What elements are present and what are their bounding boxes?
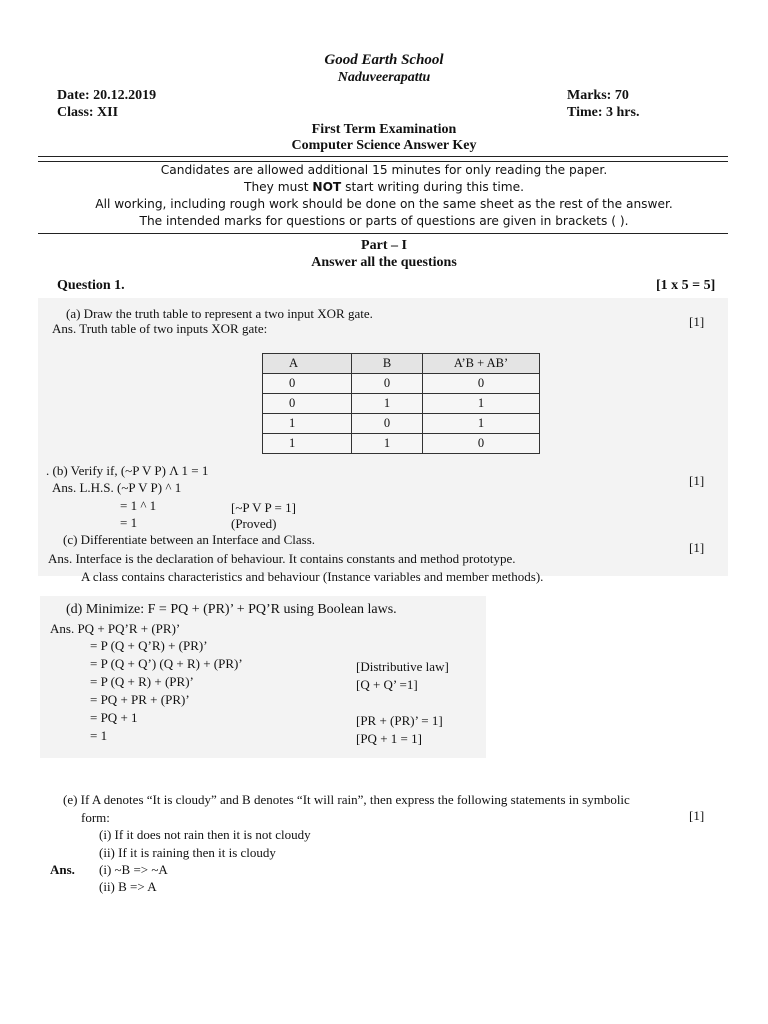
q1b-line-3: = 1 bbox=[120, 515, 138, 530]
q1b-note-1: [~P V P = 1] bbox=[231, 500, 296, 515]
table-cell: 1 bbox=[423, 394, 540, 414]
instruction-line-2 bbox=[0, 180, 768, 194]
q1d-law-3: [PR + (PR)’ = 1] bbox=[356, 713, 443, 728]
q1c-answer-2: A class contains characteristics and behaviour (Instance variables and member methods). bbox=[81, 569, 544, 584]
table-cell: 0 bbox=[423, 374, 540, 394]
exam-date: Date: 20.12.2019 bbox=[57, 88, 157, 103]
school-name: Good Earth School bbox=[324, 52, 444, 68]
subject-title: Computer Science Answer Key bbox=[291, 138, 477, 153]
instruction-line-1: Candidates are allowed additional 15 minutes for only reading the paper. bbox=[160, 163, 608, 177]
question-1-marks: [1 x 5 = 5] bbox=[656, 278, 716, 293]
table-cell: 0 bbox=[263, 374, 352, 394]
q1e-answer-2: (ii) B => A bbox=[99, 879, 157, 894]
school-place: Naduveerapattu bbox=[337, 70, 431, 85]
truth-table-header-a: A bbox=[263, 354, 352, 374]
table-row bbox=[263, 414, 540, 434]
q1a-answer: Ans. Truth table of two inputs XOR gate: bbox=[52, 321, 268, 336]
table-cell: 0 bbox=[263, 394, 352, 414]
table-cell: 1 bbox=[263, 434, 352, 454]
q1a-marks: [1] bbox=[689, 314, 705, 329]
table-cell: 1 bbox=[263, 414, 352, 434]
q1c-question: (c) Differentiate between an Interface and Class. bbox=[63, 532, 316, 547]
q1e-answer-1: (i) ~B => ~A bbox=[99, 862, 168, 877]
q1e-question: (e) If A denotes “It is cloudy” and B denotes “It will rain”, then express the following statements in symbolic bbox=[63, 792, 630, 807]
instruction-line-2-pre: They must bbox=[244, 180, 313, 194]
q1d-law-4: [PQ + 1 = 1] bbox=[356, 731, 422, 746]
q1d-law-1: [Distributive law] bbox=[356, 659, 449, 674]
q1b-question: . (b) Verify if, (~P V P) Λ 1 = 1 bbox=[46, 463, 209, 478]
q1d-question: (d) Minimize: F = PQ + (PR)’ + PQ’R using Boolean laws. bbox=[66, 602, 397, 617]
q1e-question-cont: form: bbox=[81, 810, 110, 825]
q1b-marks: [1] bbox=[689, 473, 705, 488]
exam-title: First Term Examination bbox=[311, 122, 457, 137]
exam-class: Class: XII bbox=[57, 105, 119, 120]
q1b-line-1: Ans. L.H.S. (~P V P) ^ 1 bbox=[52, 480, 182, 495]
q1d-line-5: = PQ + PR + (PR)’ bbox=[90, 692, 190, 707]
truth-table-header-row bbox=[263, 354, 540, 374]
q1e-ans-label: Ans. bbox=[50, 862, 75, 877]
part-title: Part – I bbox=[361, 238, 407, 253]
q1c-answer-1: Ans. Interface is the declaration of behaviour. It contains constants and method prototype. bbox=[48, 551, 516, 566]
part-subtitle: Answer all the questions bbox=[311, 255, 457, 270]
table-cell: 0 bbox=[352, 374, 423, 394]
total-marks: Marks: 70 bbox=[567, 88, 629, 103]
table-cell: 1 bbox=[352, 394, 423, 414]
table-cell: 0 bbox=[352, 414, 423, 434]
table-cell: 1 bbox=[423, 414, 540, 434]
q1e-marks: [1] bbox=[689, 808, 705, 823]
instruction-line-4: The intended marks for questions or parts of questions are given in brackets ( ). bbox=[139, 214, 629, 228]
table-row bbox=[263, 434, 540, 454]
q1b-line-2: = 1 ^ 1 bbox=[120, 498, 157, 513]
exam-time: Time: 3 hrs. bbox=[567, 105, 640, 120]
instruction-line-3: All working, including rough work should be done on the same sheet as the rest of the answer. bbox=[95, 197, 673, 211]
table-row bbox=[263, 394, 540, 414]
q1d-line-2: = P (Q + Q’R) + (PR)’ bbox=[90, 638, 208, 653]
q1e-statement-1: (i) If it does not rain then it is not cloudy bbox=[99, 827, 311, 842]
truth-table-header-output: A’B + AB’ bbox=[423, 354, 540, 374]
table-row bbox=[263, 374, 540, 394]
q1d-line-7: = 1 bbox=[90, 728, 108, 743]
q1d-line-3: = P (Q + Q’) (Q + R) + (PR)’ bbox=[90, 656, 243, 671]
truth-table-header-b: B bbox=[352, 354, 423, 374]
q1d-line-6: = PQ + 1 bbox=[90, 710, 138, 725]
table-cell: 1 bbox=[352, 434, 423, 454]
q1e-statement-2: (ii) If it is raining then it is cloudy bbox=[99, 845, 276, 860]
q1a-question: (a) Draw the truth table to represent a two input XOR gate. bbox=[66, 306, 373, 321]
xor-truth-table bbox=[262, 353, 540, 454]
q1b-note-2: (Proved) bbox=[231, 516, 277, 531]
q1d-line-1: Ans. PQ + PQ’R + (PR)’ bbox=[50, 621, 181, 636]
instruction-line-2-bold: NOT bbox=[312, 180, 342, 194]
q1c-marks: [1] bbox=[689, 540, 705, 555]
q1d-law-2: [Q + Q’ =1] bbox=[356, 677, 418, 692]
instruction-line-2-post: start writing during this time. bbox=[341, 180, 524, 194]
q1d-line-4: = P (Q + R) + (PR)’ bbox=[90, 674, 194, 689]
instructions-divider bbox=[38, 233, 728, 234]
question-1-label: Question 1. bbox=[57, 278, 125, 293]
header-divider bbox=[38, 156, 728, 162]
table-cell: 0 bbox=[423, 434, 540, 454]
